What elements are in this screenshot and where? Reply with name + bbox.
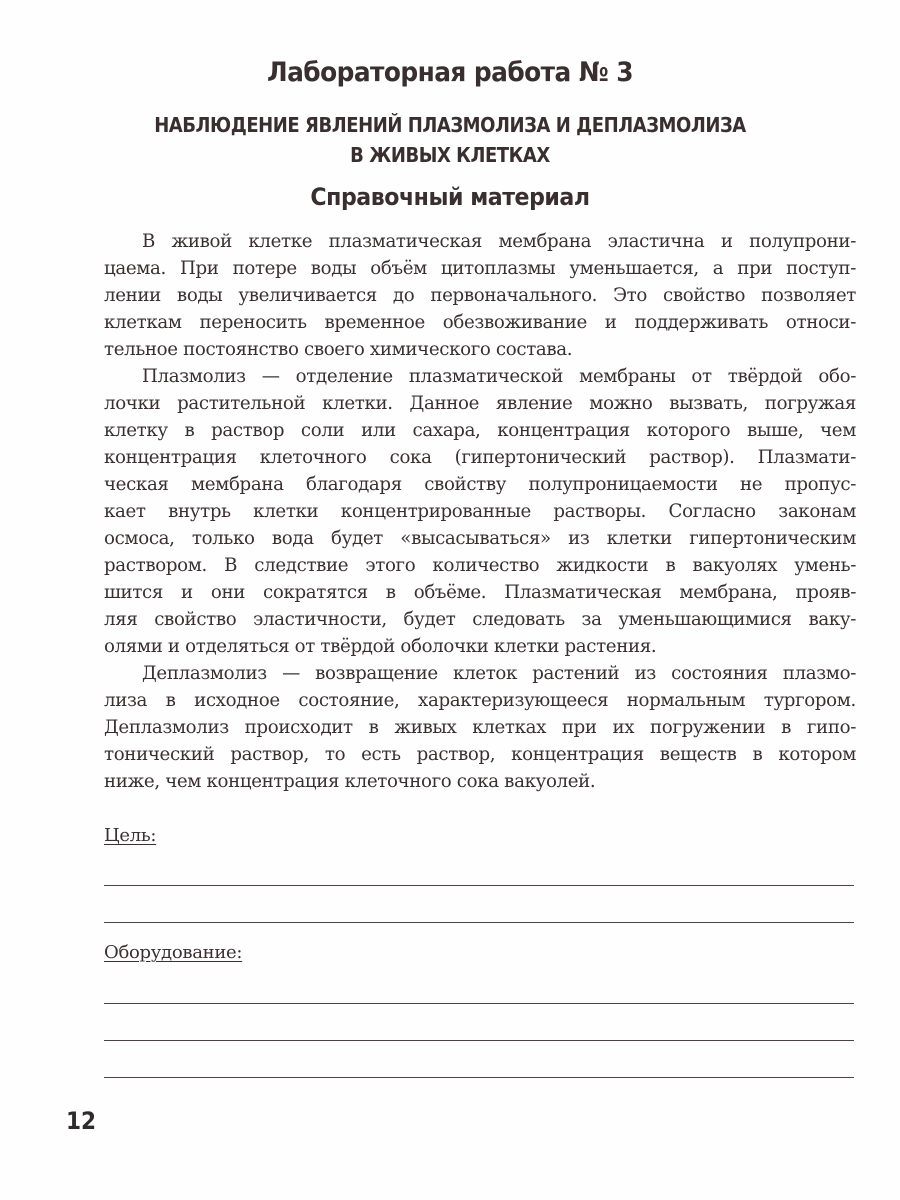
text-line: шится и они сократятся в объёме. Плазматическая мембрана, прояв- bbox=[104, 582, 856, 603]
paragraph-intro bbox=[104, 228, 856, 363]
goal-answer-line-1[interactable] bbox=[104, 885, 854, 886]
text-line: концентрация клеточного сока (гипертонический раствор). Плазмати- bbox=[104, 447, 856, 468]
text-line: цаема. При потере воды объём цитоплазмы уменьшается, а при поступ- bbox=[104, 258, 856, 279]
goal-answer-line-2[interactable] bbox=[104, 922, 854, 923]
text-line: В живой клетке плазматическая мембрана эластична и полупрони- bbox=[142, 231, 856, 252]
equipment-label: Оборудование: bbox=[104, 942, 243, 963]
text-line: лочки растительной клетки. Данное явление можно вызвать, погружая bbox=[104, 393, 856, 414]
equipment-answer-line-3[interactable] bbox=[104, 1077, 854, 1078]
section-title: Справочный материал bbox=[310, 183, 590, 211]
text-line: клетку в раствор соли или сахара, концентрация которого выше, чем bbox=[104, 420, 856, 441]
paragraph-deplasmolysis bbox=[104, 660, 856, 795]
reference-text bbox=[104, 228, 856, 795]
goal-label: Цель: bbox=[104, 825, 157, 846]
text-line: Плазмолиз — отделение плазматической мембраны от твёрдой обо- bbox=[142, 366, 856, 387]
text-line: Деплазмолиз — возвращение клеток растений из состояния плазмо- bbox=[142, 663, 856, 684]
text-line: ческая мембрана благодаря свойству полупроницаемости не пропус- bbox=[104, 474, 856, 495]
equipment-answer-line-2[interactable] bbox=[104, 1040, 854, 1041]
paragraph-plasmolysis bbox=[104, 363, 856, 660]
text-line: лении воды увеличивается до первоначального. Это свойство позволяет bbox=[104, 285, 856, 306]
text-line: олями и отделяться от твёрдой оболочки клетки растения. bbox=[104, 636, 657, 657]
text-line: раствором. В следствие этого количество жидкости в вакуолях умень- bbox=[104, 555, 856, 576]
text-line: клеткам переносить временное обезвоживание и поддерживать относи- bbox=[104, 312, 856, 333]
subtitle-line-1: НАБЛЮДЕНИЕ ЯВЛЕНИЙ ПЛАЗМОЛИЗА И ДЕПЛАЗМОЛИЗА bbox=[154, 113, 746, 137]
text-line: тельное постоянство своего химического состава. bbox=[104, 339, 573, 360]
text-line: кает внутрь клетки концентрированные растворы. Согласно законам bbox=[104, 501, 856, 522]
text-line: ляя свойство эластичности, будет следовать за уменьшающимися ваку- bbox=[104, 609, 856, 630]
equipment-answer-line-1[interactable] bbox=[104, 1003, 854, 1004]
text-line: Деплазмолиз происходит в живых клетках при их погружении в гипо- bbox=[104, 717, 856, 738]
page-title: Лабораторная работа № 3 bbox=[266, 57, 633, 88]
text-line: осмоса, только вода будет «высасываться» из клетки гипертоническим bbox=[104, 528, 856, 549]
text-line: лиза в исходное состояние, характеризующееся нормальным тургором. bbox=[104, 690, 856, 711]
subtitle-line-2: В ЖИВЫХ КЛЕТКАХ bbox=[350, 143, 550, 167]
text-line: ниже, чем концентрация клеточного сока вакуолей. bbox=[104, 771, 596, 792]
text-line: тонический раствор, то есть раствор, концентрация веществ в котором bbox=[104, 744, 856, 765]
page-number: 12 bbox=[66, 1107, 97, 1135]
lab-subtitle bbox=[45, 110, 855, 170]
